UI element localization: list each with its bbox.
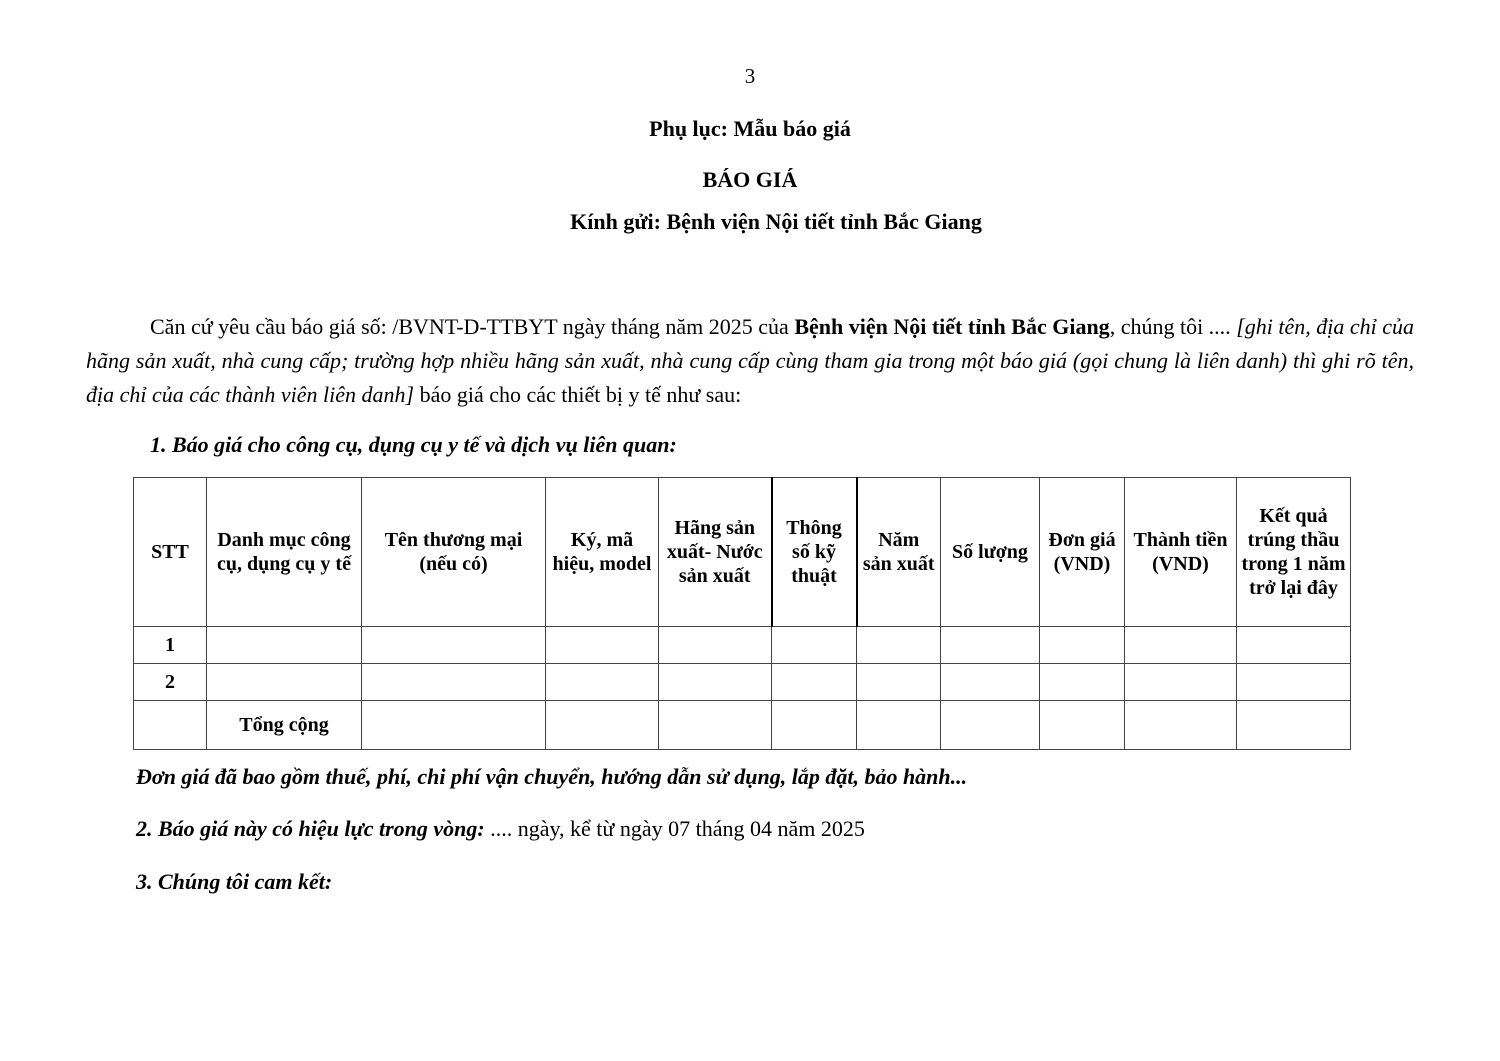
table-cell xyxy=(1040,664,1125,701)
header-manufacturer: Hãng sản xuất- Nước sản xuất xyxy=(659,478,772,627)
table-cell xyxy=(941,701,1040,750)
header-past-results: Kết quả trúng thầu trong 1 năm trở lại đây xyxy=(1237,478,1351,627)
total-label: Tổng cộng xyxy=(207,701,362,750)
table-cell xyxy=(362,627,546,664)
header-specs: Thông số kỹ thuật xyxy=(772,478,857,627)
table-cell xyxy=(1237,664,1351,701)
recipient-heading: Kính gửi: Bệnh viện Nội tiết tỉnh Bắc Giang xyxy=(570,209,982,234)
table-cell xyxy=(1125,627,1237,664)
intro-part2: , chúng tôi .... xyxy=(1109,314,1237,339)
table-cell xyxy=(1040,627,1125,664)
section-2 xyxy=(136,816,865,842)
table-cell xyxy=(659,664,772,701)
table-cell xyxy=(546,627,659,664)
table-row xyxy=(134,627,1351,664)
table-cell xyxy=(207,664,362,701)
price-note: Đơn giá đã bao gồm thuế, phí, chi phí vận chuyển, hướng dẫn sử dụng, lắp đặt, bảo hành... xyxy=(136,764,968,789)
header-trade-name: Tên thương mại (nếu có) xyxy=(362,478,546,627)
table-cell xyxy=(362,664,546,701)
quotation-table xyxy=(133,477,1351,750)
table-cell xyxy=(1125,701,1237,750)
table-row xyxy=(134,664,1351,701)
table-cell xyxy=(1237,701,1351,750)
section-3-heading: 3. Chúng tôi cam kết: xyxy=(136,869,333,894)
table-cell xyxy=(941,627,1040,664)
table-cell xyxy=(134,701,207,750)
row-number: 1 xyxy=(134,627,207,664)
table-cell xyxy=(772,627,857,664)
table-cell xyxy=(659,701,772,750)
header-item-list: Danh mục công cụ, dụng cụ y tế xyxy=(207,478,362,627)
table-cell xyxy=(857,701,941,750)
intro-paragraph xyxy=(86,310,1414,412)
row-number: 2 xyxy=(134,664,207,701)
table-total-row xyxy=(134,701,1351,750)
table-header-row xyxy=(134,478,1351,627)
table-cell xyxy=(772,701,857,750)
intro-part3: báo giá cho các thiết bị y tế như sau: xyxy=(414,382,742,407)
section-2-label: 2. Báo giá này có hiệu lực trong vòng: xyxy=(136,816,485,841)
header-unit-price: Đơn giá (VND) xyxy=(1040,478,1125,627)
table-cell xyxy=(659,627,772,664)
intro-instruction: [ghi tên, địa chỉ của hãng sản xuất, nhà cung cấp; trường hợp nhiều hãng sản xuất, nhà cung cấp cùng tham gia trong một báo giá (gọi chung là liên danh) thì ghi rõ tên, địa chỉ của các thành viên liên danh] xyxy=(86,314,1414,407)
page-number: 3 xyxy=(744,64,756,88)
header-model: Ký, mã hiệu, model xyxy=(546,478,659,627)
table-cell xyxy=(546,664,659,701)
section-2-text: .... ngày, kể từ ngày 07 tháng 04 năm 2025 xyxy=(484,816,865,841)
intro-part1: Căn cứ yêu cầu báo giá số: /BVNT-D-TTBYT ngày tháng năm 2025 của xyxy=(150,314,795,339)
table-cell xyxy=(772,664,857,701)
header-stt: STT xyxy=(134,478,207,627)
appendix-heading: Phụ lục: Mẫu báo giá xyxy=(649,116,851,141)
table-cell xyxy=(1125,664,1237,701)
table-cell xyxy=(857,664,941,701)
table-cell xyxy=(362,701,546,750)
table-cell xyxy=(1040,701,1125,750)
document-title: BÁO GIÁ xyxy=(702,167,798,192)
header-quantity: Số lượng xyxy=(941,478,1040,627)
header-amount: Thành tiền (VND) xyxy=(1125,478,1237,627)
table-cell xyxy=(857,627,941,664)
header-year: Năm sản xuất xyxy=(857,478,941,627)
intro-hospital: Bệnh viện Nội tiết tỉnh Bắc Giang xyxy=(794,314,1110,339)
table-cell xyxy=(941,664,1040,701)
table-cell xyxy=(1237,627,1351,664)
section-1-heading: 1. Báo giá cho công cụ, dụng cụ y tế và dịch vụ liên quan: xyxy=(150,432,677,457)
table-cell xyxy=(546,701,659,750)
table-cell xyxy=(207,627,362,664)
